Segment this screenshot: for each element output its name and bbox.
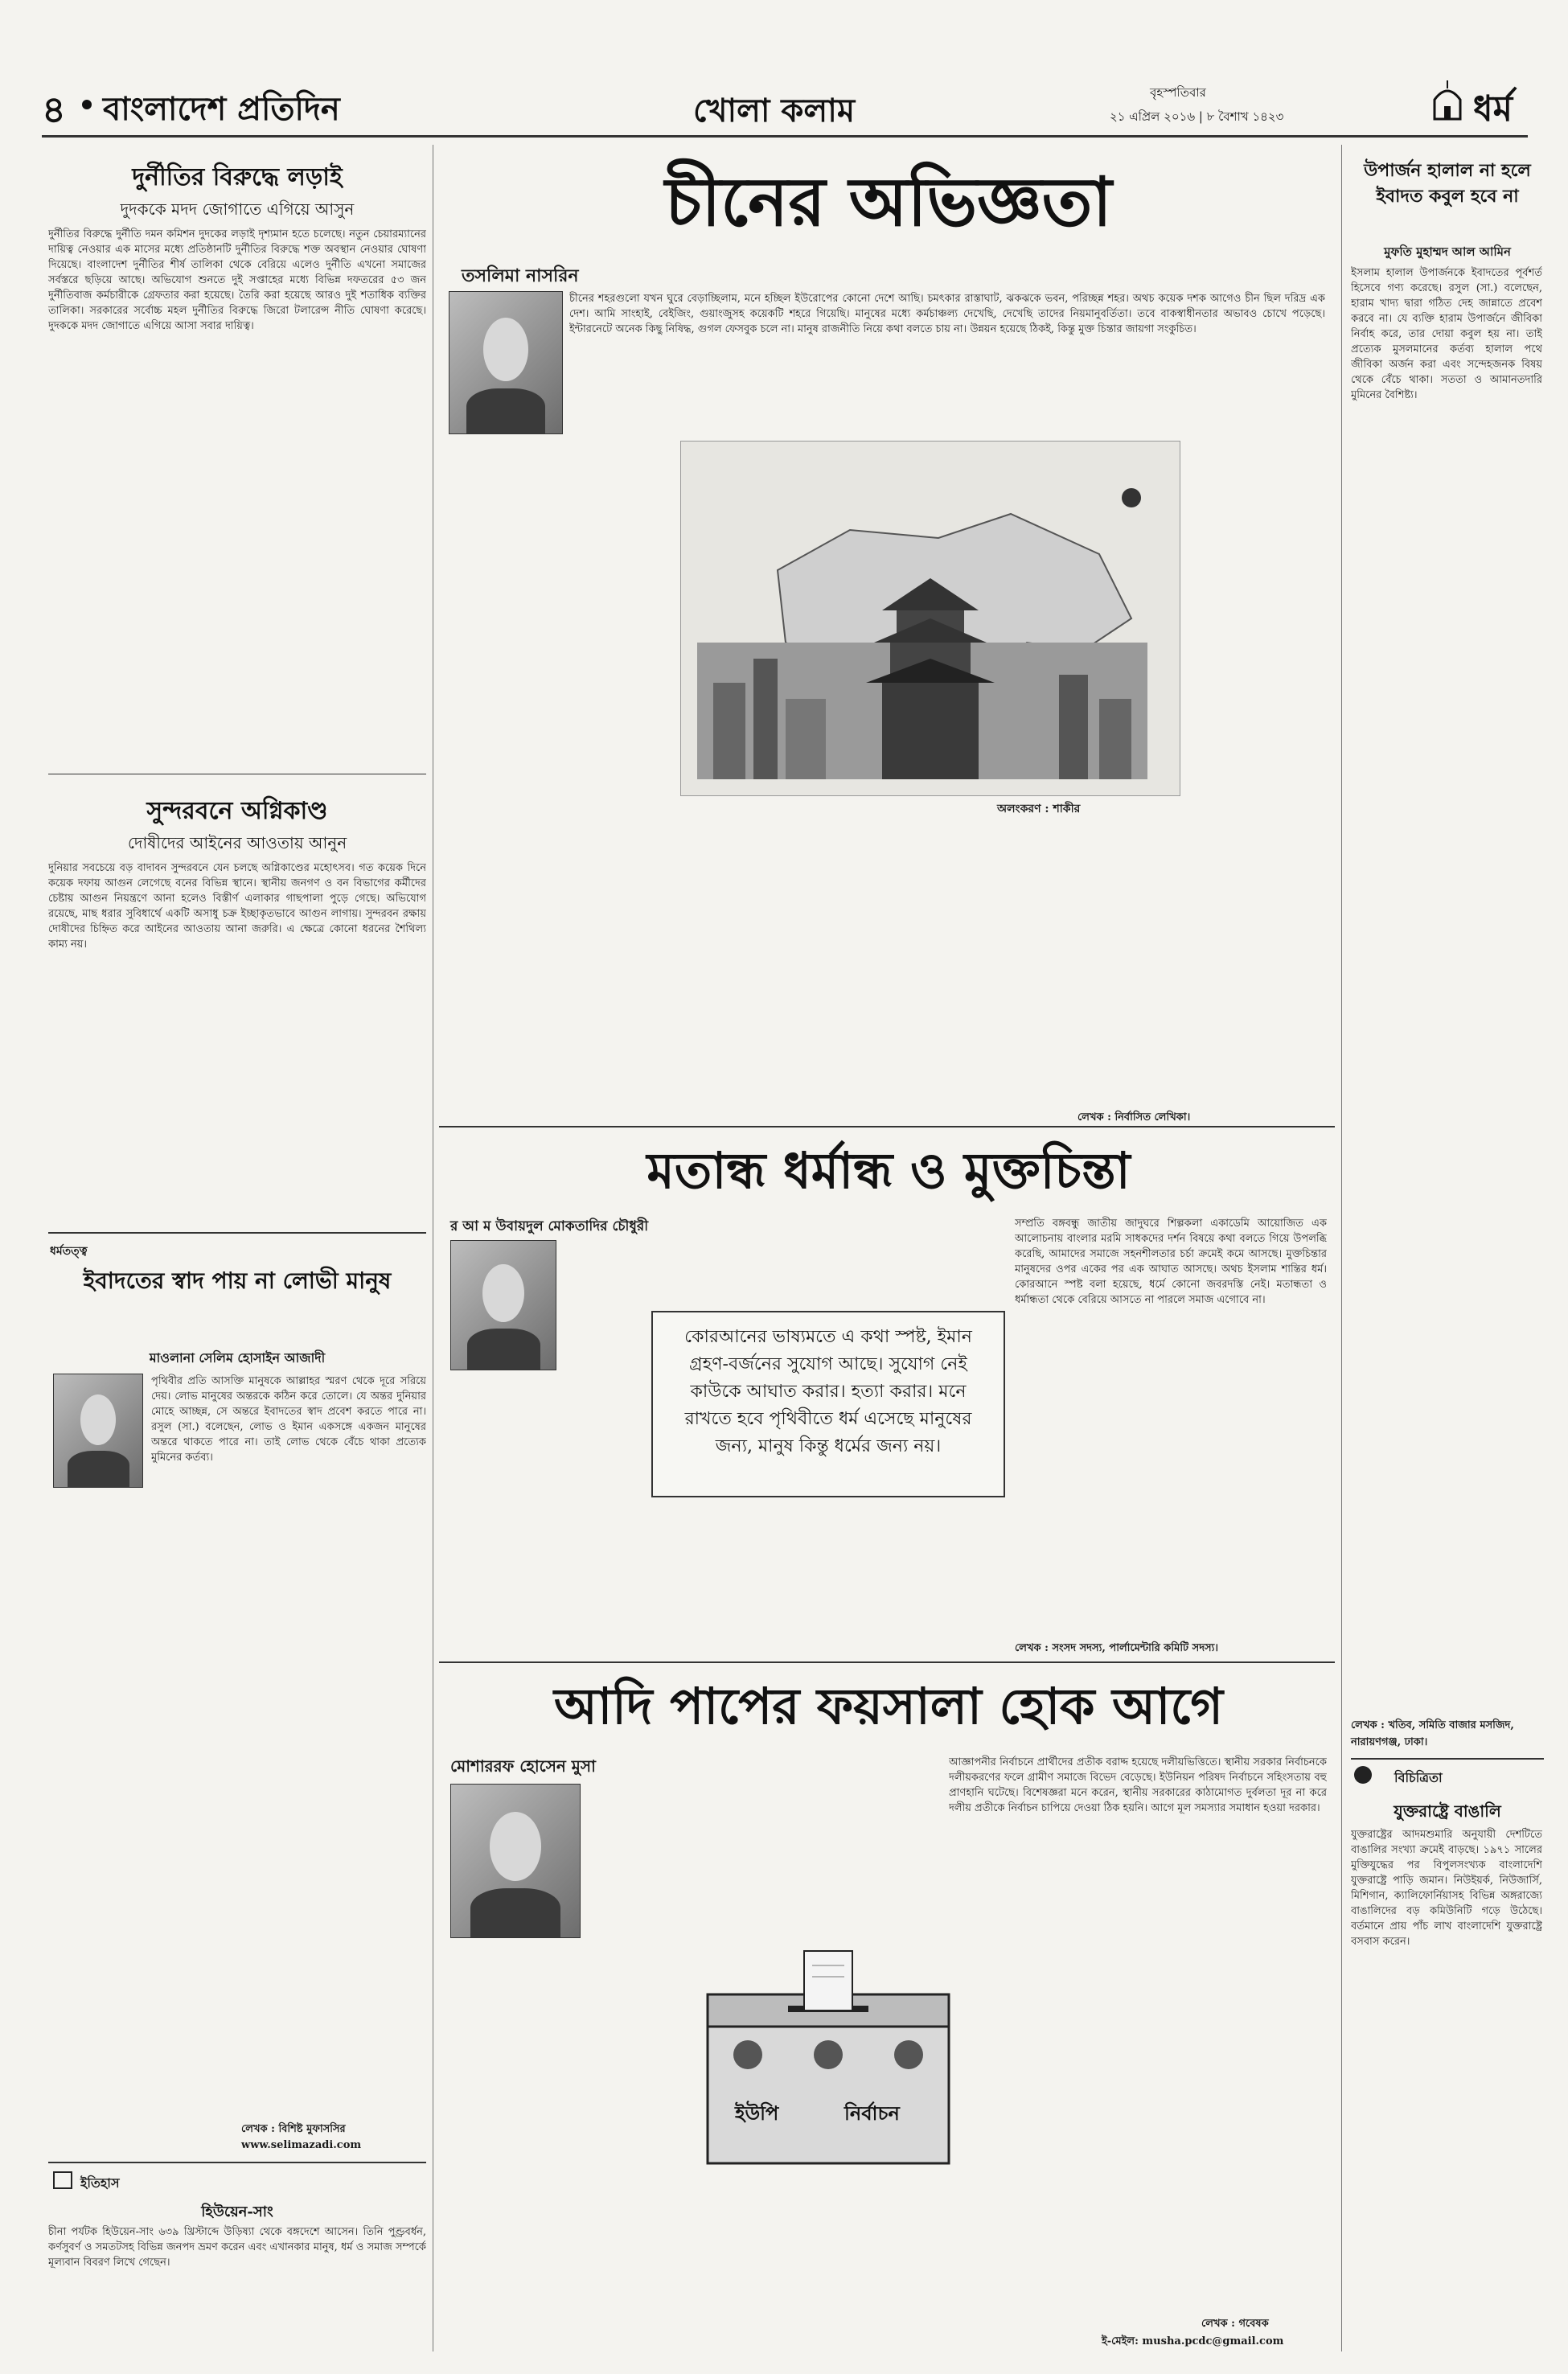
bottom-footer: লেখক : গবেষক — [1201, 2318, 1269, 2330]
history-body: চীনা পর্যটক হিউয়েন-সাং ৬৩৯ খ্রিস্টাব্দে উড়িষ্যা থেকে বঙ্গদেশে আসেন। তিনি পুণ্ড্রবর্ধন, কর্ণসুবর্ণ ও সমতটসহ বিভিন্ন জনপদ ভ্রমণ করেন এবং এখানকার মানুষ, ধর্ম ও সমাজ সম্পর্কে মূল্যবান বিবরণ লিখে গেছেন। — [48, 2226, 426, 2269]
china-map-illustration — [680, 441, 1180, 796]
masthead-divider — [42, 135, 1528, 138]
ballot-label-up: ইউপি — [735, 2101, 779, 2125]
religion-article-author: মাওলানা সেলিম হোসাইন আজাদী — [149, 1350, 326, 1366]
newspaper-name: বাংলাদেশ প্রতিদিন — [103, 90, 340, 128]
author-photo-azadi — [53, 1374, 143, 1488]
misc-title: যুক্তরাষ্ট্রে বাঙালি — [1394, 1801, 1501, 1821]
illustration-credit: অলংকরণ : শাকীর — [997, 803, 1081, 815]
bullet-dot — [82, 100, 92, 109]
author-website: www.selimazadi.com — [241, 2139, 362, 2151]
editorial-1-subtitle: দুদককে মদদ জোগাতে এগিয়ে আসুন — [120, 199, 355, 219]
left-divider-3 — [48, 2162, 426, 2163]
religion-section-title: ধর্ম — [1473, 88, 1513, 129]
misc-body: যুক্তরাষ্ট্রের আদমশুমারি অনুযায়ী দেশটিতে বাঙালির সংখ্যা ক্রমেই বাড়ছে। ১৯৭১ সালের মুক্তিযুদ্ধের পর বিপুলসংখ্যক বাংলাদেশি যুক্তরাষ্ট্রে পাড়ি জমান। নিউইয়র্ক, নিউজার্সি, মিশিগান, ক্যালিফোর্নিয়াসহ বিভিন্ন অঙ্গরাজ্যে বাঙালিদের বড় কমিউনিটি গড়ে উঠেছে। বর্তমানে প্রায় পাঁচ লাখ বাংলাদেশি যুক্তরাষ্ট্রে বসবাস করেন। — [1351, 1829, 1542, 1948]
editorial-1-title: দুর্নীতির বিরুদ্ধে লড়াই — [132, 163, 343, 191]
religion-article-body: পৃথিবীর প্রতি আসক্তি মানুষকে আল্লাহর স্মরণ থেকে দূরে সরিয়ে দেয়। লোভ মানুষের অন্তরকে কঠিন করে তোলে। যে অন্তর দুনিয়ার মোহে আচ্ছন্ন, সে অন্তরে ইবাদতের স্বাদ প্রবেশ করতে পারে না। রসুল (সা.) বলেছেন, লোভ ও ইমান একসঙ্গে একজন মানুষের অন্তরে থাকতে পারে না। তাই লোভ থেকে বেঁচে থাকা প্রত্যেক মুমিনের কর্তব্য। — [151, 1375, 426, 1464]
publish-date: ২১ এপ্রিল ২০১৬ | ৮ বৈশাখ ১৪২৩ — [1110, 109, 1284, 124]
author-photo-musa — [450, 1784, 581, 1938]
bottom-body: আজ্ঞাপনীর নির্বাচনে প্রার্থীদের প্রতীক বরাদ্দ হয়েছে দলীয়ভিত্তিতে। স্থানীয় সরকার নির্বাচনকে দলীয়করণের ফলে গ্রামীণ সমাজে বিভেদ বেড়েছে। ইউনিয়ন পরিষদ নির্বাচনে সহিংসতায় বহু প্রাণহানি ঘটেছে। বিশেষজ্ঞরা মনে করেন, স্থানীয় সরকারের কাঠামোগত দুর্বলতা দূর না করে দলীয় প্রতীকে নির্বাচন চাপিয়ে দেওয়া ঠিক হয়নি। আগে মূল সমস্যার সমাধান হওয়া দরকার। — [949, 1756, 1327, 1814]
middle-footer: লেখক : সংসদ সদস্য, পার্লামেন্টারি কমিটি সদস্য। — [1015, 1642, 1219, 1654]
right-article-footer: লেখক : খতিব, সমিতি বাজার মসজিদ, নারায়ণগঞ্জ, ঢাকা। — [1351, 1719, 1514, 1748]
section-name: খোলা কলাম — [693, 92, 856, 129]
ballot-box-illustration — [692, 1946, 965, 2171]
mosque-icon — [1430, 79, 1465, 121]
page-number: ৪ — [42, 88, 66, 131]
ballot-label-election: নির্বাচন — [844, 2101, 900, 2125]
misc-tag: বিচিত্রিতা — [1394, 1770, 1443, 1785]
editorial-2-subtitle: দোষীদের আইনের আওতায় আনুন — [127, 833, 347, 852]
bottom-title: আদি পাপের ফয়সালা হোক আগে — [553, 1677, 1224, 1735]
religion-article-footer: লেখক : বিশিষ্ট মুফাসসির — [241, 2123, 346, 2135]
lead-author: তসলিমা নাসরিন — [462, 265, 579, 286]
middle-bottom-divider — [439, 1661, 1335, 1663]
editorial-1-body: দুর্নীতির বিরুদ্ধে দুর্নীতি দমন কমিশন দুদকের লড়াই দৃশ্যমান হতে চলেছে। নতুন চেয়ারম্যানের দায়িত্ব নেওয়ার এক মাসের মধ্যে প্রতিষ্ঠানটি দুর্নীতির বিরুদ্ধে শক্ত অবস্থান নেওয়ার ঘোষণা দিয়েছে। বাংলাদেশ দুর্নীতির শীর্ষ তালিকা থেকে বেরিয়ে এলেও দুর্নীতি এখনো সমাজের সর্বস্তরে ছড়িয়ে আছে। অভিযোগ শুনতে দুই সপ্তাহের মধ্যে বিভিন্ন দফতরের ৫৩ জন দুর্নীতিবাজ কর্মচারীকে গ্রেফতার করা হয়েছে। তৈরি করা হয়েছে আরও দুই শতাধিক ব্যক্তির তালিকা। সরকারের সর্বোচ্চ মহল দুর্নীতির বিরুদ্ধে জিরো টলারেন্স নীতি ঘোষণা করেছে। দুদককে মদদ জোগাতে এগিয়ে আসা সবার দায়িত্ব। — [48, 228, 426, 332]
history-icon — [53, 2171, 72, 2189]
lead-body: চীনের শহরগুলো যখন ঘুরে বেড়াচ্ছিলাম, মনে হচ্ছিল ইউরোপের কোনো দেশে আছি। চমৎকার রাস্তাঘাট, ঝকঝকে ভবন, পরিচ্ছন্ন শহর। অথচ কয়েক দশক আগেও চীন ছিল দরিদ্র এক দেশ। আমি সাংহাই, বেইজিং, গুয়াংজুসহ কয়েকটি শহরে গিয়েছি। মানুষের মধ্যে কর্মচাঞ্চল্য দেখেছি, দেখেছি তাদের নিয়মানুবর্তিতা। তবে বাকস্বাধীনতার অভাবও চোখে পড়েছে। ইন্টারনেটে অনেক কিছু নিষিদ্ধ, গুগল ফেসবুক চলে না। মানুষ রাজনীতি নিয়ে কথা বলতে চায় না। উন্নয়ন হয়েছে ঠিকই, কিন্তু মুক্ত চিন্তার জায়গা সংকুচিত। — [569, 293, 1325, 335]
right-article-title: উপার্জন হালাল না হলে ইবাদত কবুল হবে না — [1364, 160, 1531, 207]
middle-pullquote: কোরআনের ভাষ্যমতে এ কথা স্পষ্ট, ইমান গ্রহণ-বর্জনের সুযোগ আছে। সুযোগ নেই কাউকে আঘাত করার। হত্যা করার। মনে রাখতে হবে পৃথিবীতে ধর্ম এসেছে মানুষের জন্য, মানুষ কিন্তু ধর্মের জন্য নয়। — [651, 1311, 1005, 1497]
religion-tag: ধর্মতত্ত্ব — [50, 1245, 88, 1258]
religion-article-title: ইবাদতের স্বাদ পায় না লোভী মানুষ — [83, 1267, 392, 1294]
editorial-2-title: সুন্দরবনে অগ্নিকাণ্ড — [146, 797, 328, 825]
middle-author: র আ ম উবায়দুল মোকতাদির চৌধুরী — [450, 1218, 649, 1234]
lead-title: চীনের অভিজ্ঞতা — [665, 162, 1112, 241]
lead-footer: লেখক : নির্বাসিত লেখিকা। — [1077, 1111, 1191, 1123]
editorial-2-body: দুনিয়ার সবচেয়ে বড় বাদাবন সুন্দরবনে যেন চলছে অগ্নিকাণ্ডের মহোৎসব। গত কয়েক দিনে কয়েক দফায় আগুন লেগেছে বনের বিভিন্ন স্থানে। স্থানীয় জনগণ ও বন বিভাগের কর্মীদের চেষ্টায় আগুন নিয়ন্ত্রণে আনা হলেও বিস্তীর্ণ এলাকার গাছপালা পুড়ে গেছে। অভিযোগ রয়েছে, মাছ ধরার সুবিধার্থে একটি অসাধু চক্র ইচ্ছাকৃতভাবে আগুন লাগায়। সুন্দরবন রক্ষায় দোষীদের চিহ্নিত করে আইনের আওতায় আনা জরুরি। এ ক্ষেত্রে কোনো ধরনের শৈথিল্য কাম্য নয়। — [48, 862, 426, 951]
history-title: হিউয়েন-সাং — [201, 2204, 273, 2220]
left-divider-2 — [48, 1232, 426, 1234]
author-photo-chowdhury — [450, 1240, 556, 1370]
right-article-author: মুফতি মুহাম্মদ আল আমিন — [1384, 244, 1511, 259]
bottom-email: ই-মেইল: musha.pcdc@gmail.com — [1102, 2335, 1284, 2347]
misc-icon — [1354, 1766, 1372, 1784]
middle-body: সম্প্রতি বঙ্গবন্ধু জাতীয় জাদুঘরে শিল্পকলা একাডেমি আয়োজিত এক আলোচনায় বাংলার মরমি সাধকদের দর্শন বিষয়ে কথা বলতে গিয়ে উপলব্ধি করেছি, আমাদের সমাজে সহনশীলতার চর্চা ক্রমেই কমে আসছে। মুক্তচিন্তার মানুষদের ওপর একের পর এক আঘাত আসছে। অথচ ইসলাম শান্তির ধর্ম। কোরআনে স্পষ্ট বলা হয়েছে, ধর্মে কোনো জবরদস্তি নেই। মতান্ধতা ও ধর্মান্ধতা থেকে বেরিয়ে আসতে না পারলে সমাজ এগোবে না। — [1015, 1218, 1327, 1306]
column-divider-right — [1341, 145, 1342, 2351]
right-divider — [1351, 1758, 1544, 1760]
bottom-author: মোশাররফ হোসেন মুসা — [450, 1756, 596, 1776]
lead-bottom-divider — [439, 1126, 1335, 1127]
author-photo-taslima — [449, 291, 563, 434]
history-tag: ইতিহাস — [80, 2175, 120, 2191]
publish-day: বৃহস্পতিবার — [1150, 85, 1206, 100]
middle-title: মতান্ধ ধর্মান্ধ ও মুক্তচিন্তা — [646, 1141, 1131, 1200]
right-article-body: ইসলাম হালাল উপার্জনকে ইবাদতের পূর্বশর্ত হিসেবে গণ্য করেছে। রসুল (সা.) বলেছেন, হারাম খাদ্য দ্বারা গঠিত দেহ জান্নাতে প্রবেশ করবে না। যে ব্যক্তি হারাম উপার্জনে জীবিকা নির্বাহ করে, তার দোয়া কবুল হয় না। তাই প্রত্যেক মুসলমানের কর্তব্য হালাল পথে জীবিকা অর্জন করা এবং সন্দেহজনক বিষয় থেকে বেঁচে থাকা। সততা ও আমানতদারি মুমিনের বৈশিষ্ট্য। — [1351, 267, 1542, 401]
